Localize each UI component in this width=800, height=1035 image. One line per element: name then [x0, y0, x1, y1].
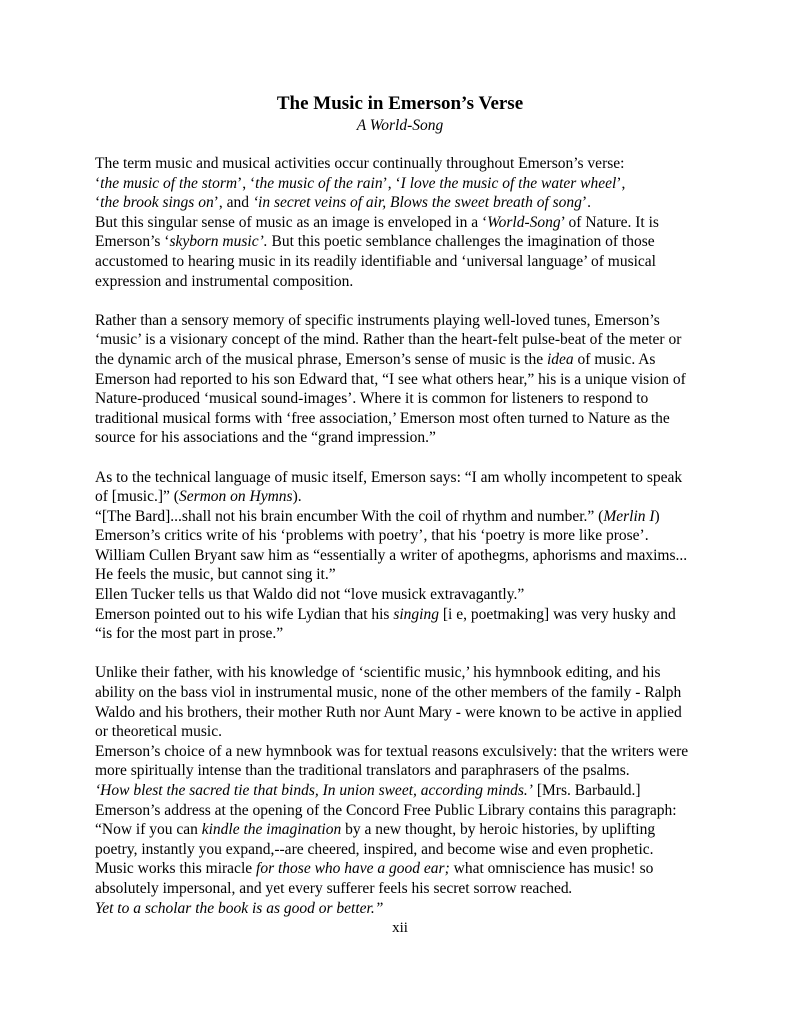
- paragraph-1: [95, 154, 715, 291]
- paragraph-gap: [95, 291, 715, 311]
- text-line: expression and instrumental composition.: [95, 272, 354, 290]
- text-line: Waldo and his brothers, their mother Ruth nor Aunt Mary - were known to be active in applied: [95, 703, 682, 721]
- text-line: ‘music’ is a visionary concept of the mind. Rather than the heart-felt pulse-beat of the meter or: [95, 331, 682, 349]
- text-line: Ellen Tucker tells us that Waldo did not “love musick extravagantly.”: [95, 586, 525, 604]
- text-line: Music works this miracle for those who have a good ear; what omniscience has music! so: [95, 860, 654, 878]
- text-line: the dynamic arch of the musical phrase, Emerson’s sense of music is the idea of music. As: [95, 350, 656, 368]
- page-title: The Music in Emerson’s Verse: [276, 93, 524, 114]
- text-line: “is for the most part in prose.”: [95, 625, 284, 643]
- text-line: source for his associations and the “grand impression.”: [95, 429, 436, 447]
- text-line: The term music and musical activities occur continually throughout Emerson’s verse:: [95, 155, 625, 172]
- paragraph-2: [95, 311, 715, 448]
- text-line: ‘the music of the storm’, ‘the music of the rain’, ‘I love the music of the water wheel’,: [95, 174, 626, 192]
- text-line: Unlike their father, with his knowledge of ‘scientific music,’ his hymnbook editing, and his: [95, 664, 661, 682]
- text-line: William Cullen Bryant saw him as “essentially a writer of apothegms, aphorisms and maxims...: [95, 546, 688, 564]
- text-line: Nature-produced ‘musical sound-images’. Where it is common for listeners to respond to: [95, 390, 649, 408]
- text-line: Emerson’s address at the opening of the Concord Free Public Library contains this paragraph:: [95, 801, 677, 819]
- text-line: He feels the music, but cannot sing it.”: [95, 566, 336, 584]
- text-line: traditional musical forms with ‘free association,’ Emerson most often turned to Nature as the: [95, 409, 670, 427]
- text-line: “[The Bard]...shall not his brain encumber With the coil of rhythm and number.” (Merlin I): [95, 507, 660, 525]
- text-line: Emerson’s critics write of his ‘problems with poetry’, that his ‘poetry is more like prose’.: [95, 527, 649, 545]
- paragraph-gap: [95, 644, 715, 664]
- text-line: ‘How blest the sacred tie that binds, In union sweet, according minds.’ [Mrs. Barbauld.]: [95, 782, 641, 799]
- text-line: Emerson had reported to his son Edward that, “I see what others hear,” his is a unique vision of: [95, 370, 686, 388]
- text-line: more spiritually intense than the traditional translators and paraphrasers of the psalms.: [95, 762, 630, 780]
- text-line: Emerson’s ‘skyborn music’. But this poetic semblance challenges the imagination of those: [95, 233, 655, 251]
- text-line: Emerson’s choice of a new hymnbook was for textual reasons exculsively: that the writers were: [95, 742, 689, 760]
- text-line: or theoretical music.: [95, 723, 222, 741]
- text-line: accustomed to hearing music in its readily identifiable and ‘universal language’ of musical: [95, 252, 656, 270]
- text-line: Yet to a scholar the book is as good or better.”: [95, 899, 384, 917]
- page-subtitle: A World-Song: [356, 117, 444, 134]
- text-line: ‘the brook sings on’, and ‘in secret veins of air, Blows the sweet breath of song’.: [95, 194, 591, 212]
- text-line: ability on the bass viol in instrumental music, none of the other members of the family - Ralph: [95, 684, 682, 702]
- paragraph-3: [95, 468, 715, 644]
- text-line: of [music.]” (Sermon on Hymns).: [95, 488, 302, 506]
- text-line: As to the technical language of music itself, Emerson says: “I am wholly incompetent to speak: [95, 468, 683, 486]
- text-line: “Now if you can kindle the imagination by a new thought, by heroic histories, by uplifting: [95, 821, 656, 839]
- body-text: [95, 154, 715, 918]
- text-line: Rather than a sensory memory of specific instruments playing well-loved tunes, Emerson’s: [95, 311, 660, 329]
- text-line: absolutely impersonal, and yet every sufferer feels his secret sorrow reached.: [95, 879, 573, 897]
- text-line: poetry, instantly you expand,--are cheered, inspired, and become wise and even prophetic.: [95, 840, 654, 858]
- text-line: Emerson pointed out to his wife Lydian that his singing [i e, poetmaking] was very husky and: [95, 605, 676, 623]
- paragraph-4: [95, 663, 715, 918]
- paragraph-gap: [95, 448, 715, 468]
- page-number: xii: [392, 920, 408, 936]
- text-line: But this singular sense of music as an image is enveloped in a ‘World-Song’ of Nature. It is: [95, 213, 659, 231]
